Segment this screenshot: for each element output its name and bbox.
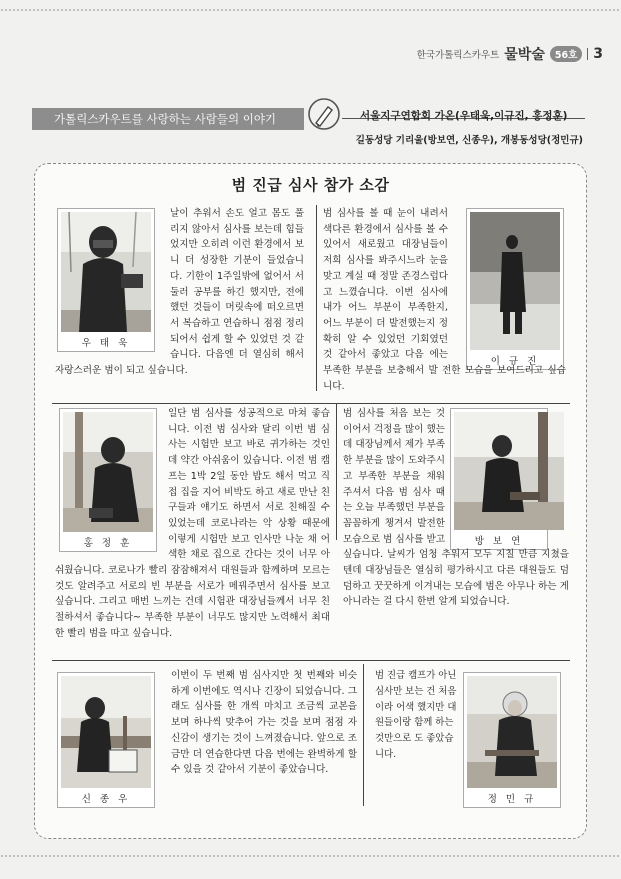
testimony-shin-text: 이번이 두 번째 범 심사지만 첫 번째와 비슷하게 이번에도 역시나 긴장이 되었습니다. 그래도 심사를 한 개씩 마치고 조금씩 교본을 보며 하나씩 맞추어 가는 것을 보며 점점 자신감이 생기는 것이 느껴졌습니다. 앞으로 조금만 더 연습한다면 다음 번에는 완벽하게 할 수 있을 것 같아서 기분이 좋았습니다.	[171, 670, 357, 776]
issue-badge: 56호	[550, 46, 582, 62]
magazine-brand-logo: 물박술	[504, 47, 545, 63]
testimony-hong	[55, 406, 330, 658]
photo-image	[61, 676, 151, 788]
photo-wrap-spacer	[55, 206, 170, 348]
testimony-lee-text: 범 심사를 볼 때 눈이 내려서 색다른 환경에서 심사를 볼 수 있어서 새로웠고 대장님들이 저희 심사를 봐주시느라 눈을 맞고 계실 때 정말 존경스럽다고 느꼈습니다. 이번 심사에 내가 어느 부분이 부족한지, 어느 부분이 더 발전했는지 정확히 알 수 있었던 기회였던 것 같아서 좋았고 다음 에는 부족한 부분을 보충해서 발 전한 모습을 보여드리고 싶습니다.	[323, 208, 566, 392]
scout-name-shin: 신 종 우	[81, 794, 131, 805]
scout-photo-jeong	[463, 672, 561, 808]
testimony-bang-text: 범 심사를 처음 보는 것이어서 걱정을 많이 했는데 대장님께서 제가 부족한 부분을 많이 도와주시고 부족한 부분을 채워 주셔서 다음 범 심사 때는 오늘 부족했던 부분을 꼼꼼하게 챙겨서 발전한 모습으로 범 심사를 받고 싶습니다. 날씨가 엄청 추워서 모두 지칠 만큼 지쳤을 텐데 대장님들은 열심히 평가하시고 다른 대원들도 덤덤하고 꿋꿋하게 이겨내는 모습에 범은 아무나 하는 게 아니라는 걸 다시 한번 알게 되었습니다.	[343, 408, 569, 608]
testimony-hong-text: 일단 범 심사를 성공적으로 마쳐 좋습니다. 이전 범 심사와 달리 이번 범 심사는 시험만 보고 바로 귀가하는 것인데 약간 아쉬움이 있습니다. 이전 범 캠프는 1박 2일 동안 밥도 해서 먹고 직접 집을 지어 비박도 하고 새로 만난 친구들과 얘기도 하면서 서로 친해질 수 있었는데 코로나라는 악 상황 때문에 이렇게 시험만 보고 인사만 나눈 채 어색한 채로 집으로 간다는 것이 너무 아쉬웠습니다. 코로나가 빨리 잠잠해져서 대원들과 함께하며 모르는 것도 알려주고 서로의 빈 부분을 서로가 메꿔주면서 심사를 보고 싶습니다. 그리고 매번 느끼는 건데 시험관 대장님들께서 너무 친절하셔서 좋습니다~ 부족한 부분이 너무도 많지만 노력해서 최대한 빨리 범을 따고 싶습니다.	[55, 408, 330, 639]
testimony-jeong-text: 범 진급 캠프가 아닌 심사만 보는 건 처음이라 어색 했지만 대원들이랑 함께 하는 것만으로 도 좋았습니다.	[375, 670, 457, 760]
testimony-jeong	[375, 668, 459, 808]
page-number: 3	[593, 46, 603, 62]
row-divider	[52, 660, 570, 661]
testimony-woo	[55, 206, 304, 392]
scout-name-jeong: 정 민 규	[487, 794, 537, 805]
column-divider	[316, 205, 317, 391]
testimony-lee	[323, 206, 566, 394]
contributors-line-2: 길동성당 기리울(방보연, 신종우), 개봉동성당(정민규)	[355, 135, 583, 146]
bottom-dotted-border	[0, 854, 621, 858]
top-dotted-border	[0, 8, 621, 12]
scout-photo-shin	[57, 672, 155, 808]
photo-wrap-spacer	[445, 406, 569, 546]
testimony-woo-text: 날이 추워서 손도 얼고 몸도 풀리지 않아서 심사를 보는데 힘들었지만 오히려 이런 환경에서 보니 더 성장한 기분이 들었습니다. 기한이 1주일밖에 없어서 서둘러 공부를 하긴 했지만, 전에 했던 것들이 머릿속에 떠오르면서 복습하고 연습하니 점점 정리되어서 쉽게 할 수 있었던 것 같습니다. 다음엔 더 열심히 해서 자랑스러운 범이 되고 싶습니다.	[55, 208, 304, 377]
photo-wrap-spacer	[55, 406, 168, 563]
scout-name-woo: 우 태 욱	[81, 338, 131, 349]
pen-icon	[306, 96, 342, 132]
scout-name-bang: 방 보 연	[474, 536, 524, 547]
header-org: 한국가톨릭스카우트	[416, 50, 500, 61]
photo-wrap-spacer	[448, 206, 566, 362]
photo-image	[467, 676, 557, 788]
page-header	[417, 44, 603, 64]
testimony-shin	[171, 668, 357, 808]
column-divider	[336, 404, 337, 540]
header-divider	[587, 48, 588, 60]
scout-name-hong: 홍 정 훈	[83, 538, 133, 549]
contributors-line-1: 서울지구연합회 가온(우태욱,이규진, 홍정훈)	[360, 110, 568, 122]
series-title-banner: 가톨릭스카우트를 사랑하는 사람들의 이야기	[32, 108, 304, 130]
testimony-bang	[343, 406, 569, 658]
row-divider	[52, 403, 570, 404]
column-divider	[363, 664, 364, 806]
scout-name-lee: 이 규 진	[490, 356, 540, 367]
article-title: 범 진급 심사 참가 소감	[231, 176, 390, 194]
